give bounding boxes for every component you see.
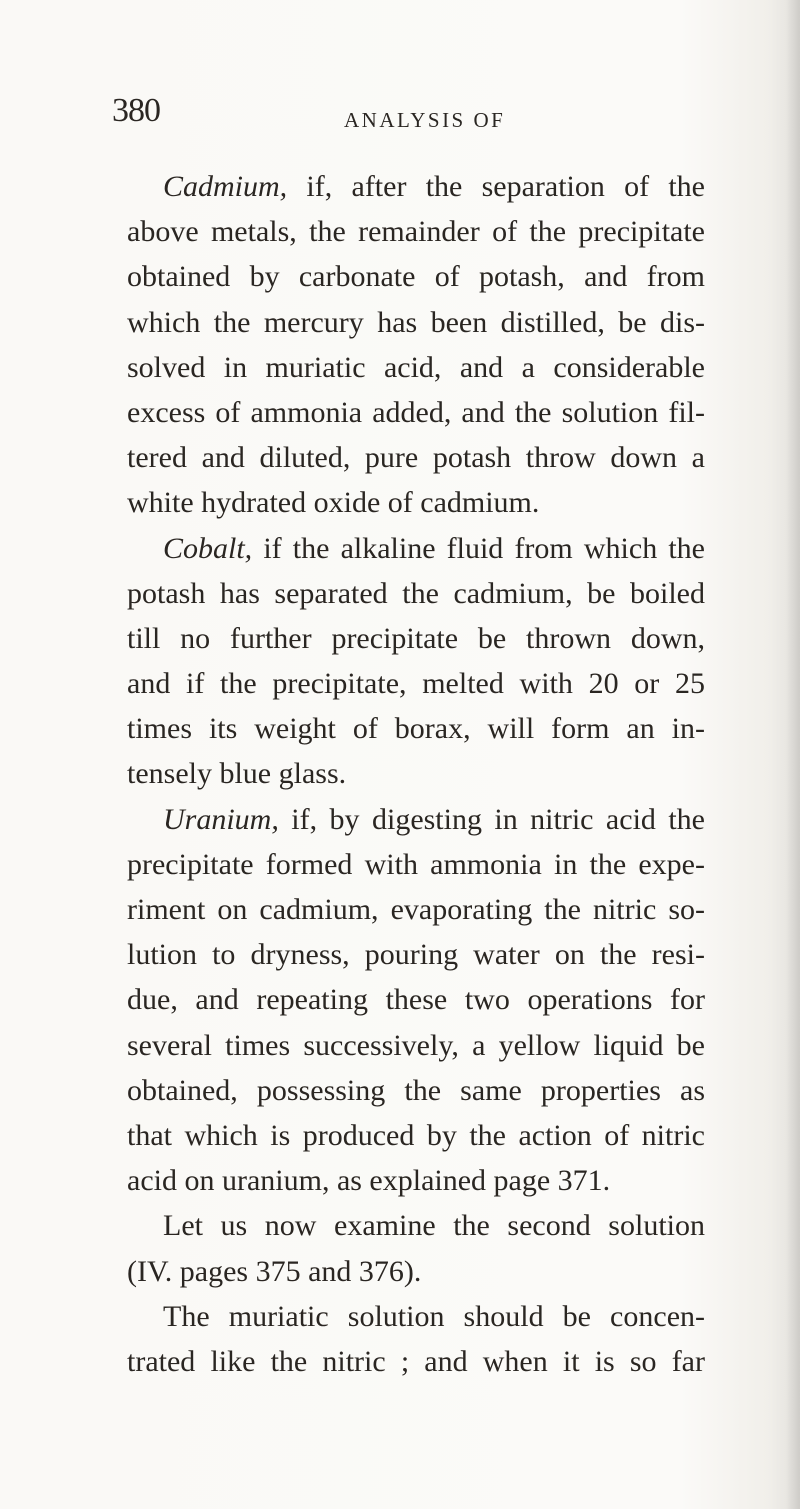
text-line xyxy=(127,932,705,977)
line-text: trated like the nitric ; and when it is so far xyxy=(127,1344,705,1378)
line-text: riment on cadmium, evaporating the nitric so- xyxy=(127,893,705,926)
line-text: lution to dryness, pouring water on the resi- xyxy=(127,938,705,972)
text-line xyxy=(127,977,705,1022)
line-text: obtained, possessing the same properties as xyxy=(127,1073,705,1107)
text-line xyxy=(127,254,705,299)
text-line xyxy=(127,526,705,571)
text-line xyxy=(127,616,705,661)
page-edge-shadow xyxy=(786,0,800,1509)
line-text: and if the precipitate, melted with 20 or 25 xyxy=(127,667,705,701)
line-text: if the alkaline fluid from which the xyxy=(252,531,705,565)
line-text: till no further precipitate be thrown down, xyxy=(127,621,705,655)
text-line xyxy=(127,1158,705,1203)
text-line xyxy=(127,571,705,616)
text-line xyxy=(127,751,705,796)
text-line xyxy=(127,1113,705,1158)
line-text: tered and diluted, pure potash throw down a xyxy=(127,441,705,475)
lead-term: Cobalt, xyxy=(163,531,253,565)
line-text: which the mercury has been distilled, be dis- xyxy=(127,305,705,339)
lead-term: Uranium, xyxy=(163,802,279,836)
text-line xyxy=(127,390,705,435)
text-line xyxy=(127,1294,705,1339)
line-text: solved in muriatic acid, and a considerable xyxy=(127,350,705,384)
line-text: potash has separated the cadmium, be boiled xyxy=(127,576,705,610)
line-text: acid on uranium, as explained page 371. xyxy=(127,1164,611,1198)
text-line xyxy=(127,1249,705,1294)
text-line xyxy=(127,842,705,887)
text-line xyxy=(127,887,705,932)
body-text xyxy=(127,164,705,1384)
page-number: 380 xyxy=(112,92,160,129)
text-line xyxy=(127,164,705,209)
text-line xyxy=(127,706,705,751)
line-text: times its weight of borax, will form an in- xyxy=(127,712,705,746)
line-text: (IV. pages 375 and 376). xyxy=(127,1254,422,1288)
line-text: precipitate formed with ammonia in the expe- xyxy=(127,847,705,881)
text-line xyxy=(127,435,705,480)
text-line xyxy=(127,480,705,525)
text-line xyxy=(127,1339,705,1384)
page-header xyxy=(112,92,712,142)
text-line xyxy=(127,1068,705,1113)
text-line xyxy=(127,1203,705,1248)
text-line xyxy=(127,300,705,345)
line-text: tensely blue glass. xyxy=(127,757,347,791)
line-text: if, by digesting in nitric acid the xyxy=(278,802,705,836)
text-line xyxy=(127,797,705,842)
line-text: white hydrated oxide of cadmium. xyxy=(127,486,540,520)
line-text: if, after the separation of the xyxy=(287,170,705,203)
lead-term: Cadmium, xyxy=(163,170,288,203)
line-text: Let us now examine the second solution xyxy=(163,1209,705,1243)
text-line xyxy=(127,661,705,706)
running-head: ANALYSIS OF xyxy=(344,108,506,132)
line-text: that which is produced by the action of nitric xyxy=(127,1118,705,1152)
text-line xyxy=(127,209,705,254)
text-line xyxy=(127,1023,705,1068)
text-line xyxy=(127,345,705,390)
line-text: The muriatic solution should be concen- xyxy=(163,1299,705,1333)
line-text: several times successively, a yellow liquid be xyxy=(127,1028,705,1062)
line-text: above metals, the remainder of the precipitate xyxy=(127,215,705,249)
line-text: due, and repeating these two operations for xyxy=(127,983,705,1017)
line-text: obtained by carbonate of potash, and from xyxy=(127,260,705,294)
line-text: excess of ammonia added, and the solution fil- xyxy=(127,395,705,429)
